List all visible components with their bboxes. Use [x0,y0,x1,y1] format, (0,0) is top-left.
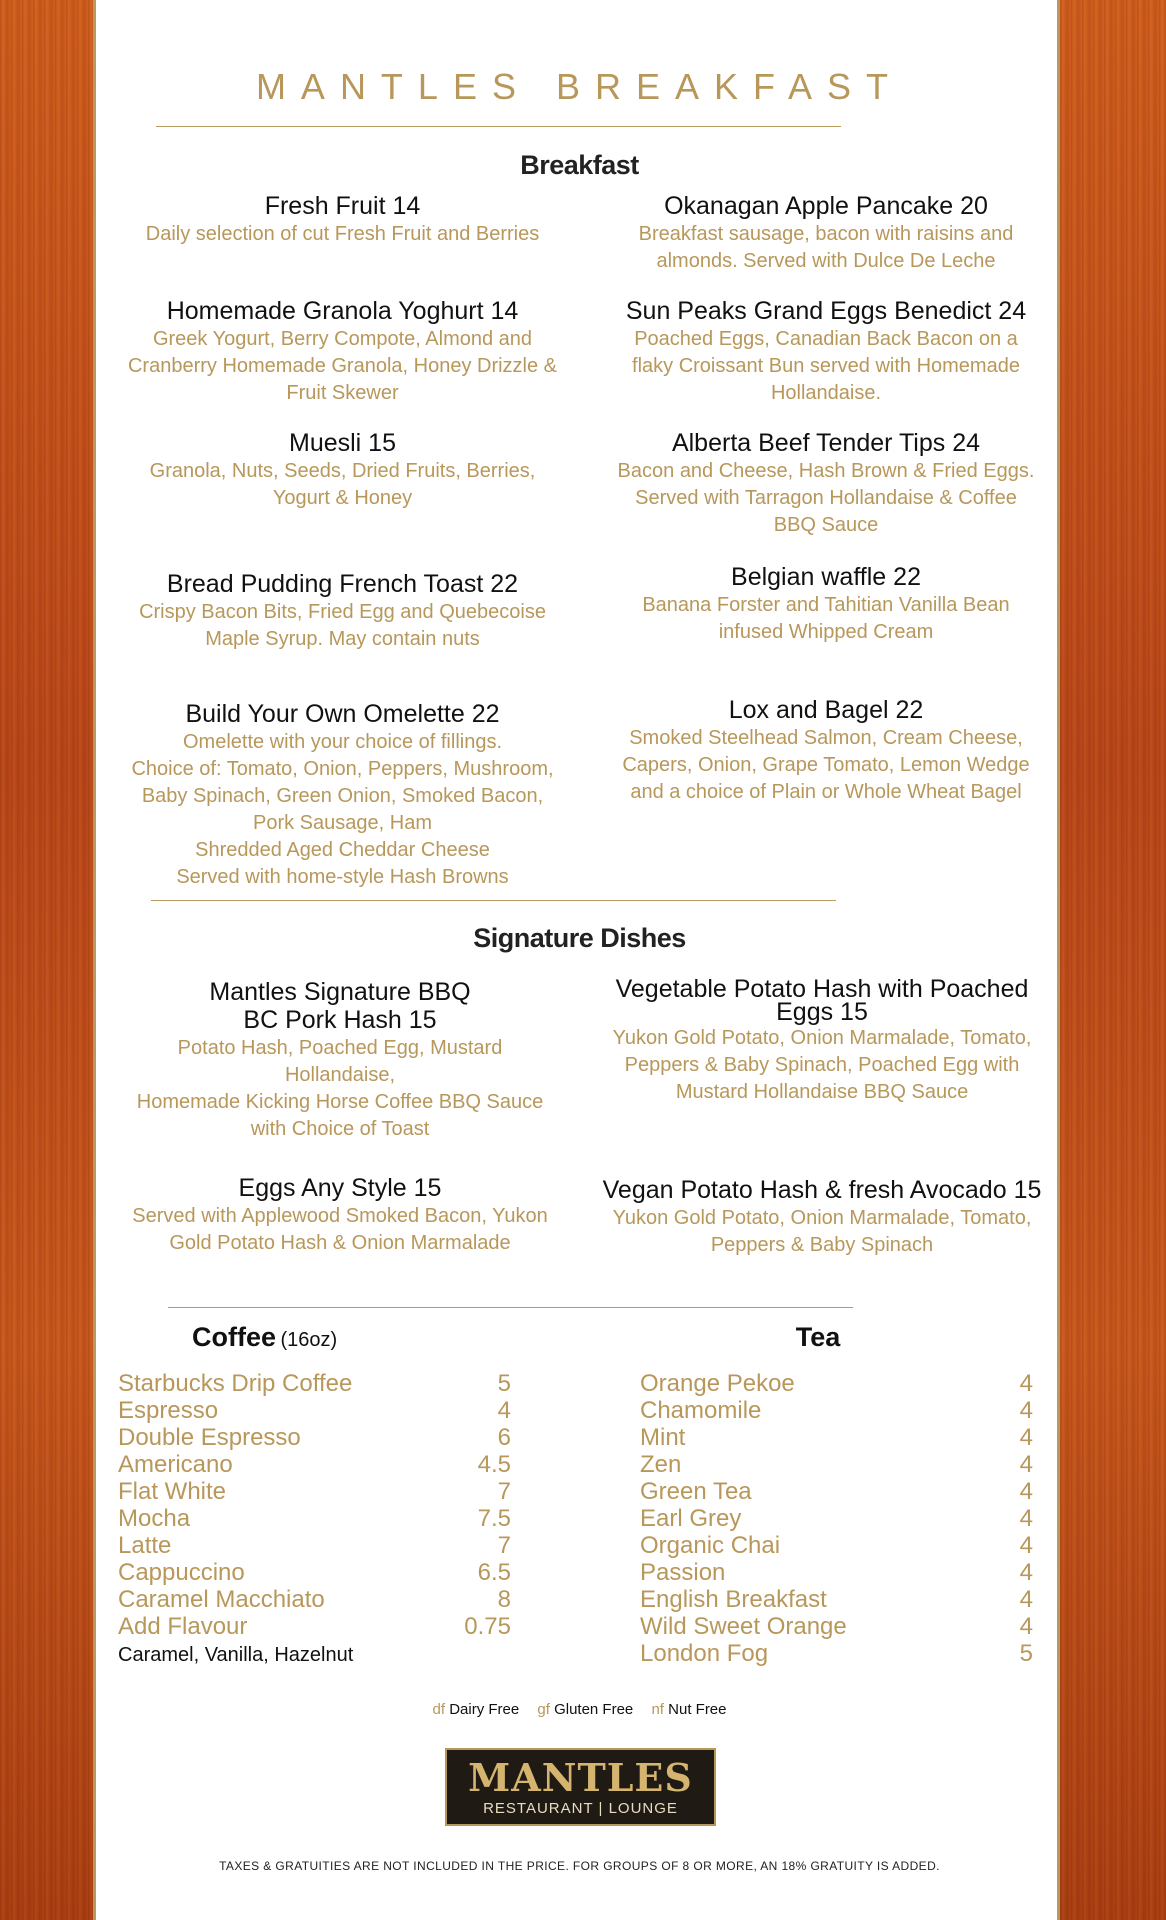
item-description: Omelette with your choice of fillings. Choice of: Tomato, Onion, Peppers, Mushroom, Baby Spinach, Green Onion, Smoked Bacon, Pork Sausage, Ham Shredded Aged Cheddar Cheese Served with home-style Hash Browns [131,731,554,888]
drink-name: Organic Chai [640,1532,781,1559]
footer-note: TAXES & GRATUITIES ARE NOT INCLUDED IN THE PRICE. FOR GROUPS OF 8 OR MORE, AN 18% GRATUITY IS ADDED. [219,1859,940,1873]
coffee-item [118,1586,511,1613]
title-divider [156,126,841,127]
coffee-item [118,1370,511,1397]
item-name: Vegan Potato Hash & fresh Avocado 15 [602,1176,1042,1204]
menu-item [596,429,1056,539]
tea-item [640,1397,1033,1424]
menu-item [100,1174,580,1257]
item-name: Bread Pudding French Toast 22 [166,570,519,598]
coffee-item [118,1478,511,1505]
drink-name: English Breakfast [640,1586,827,1613]
drink-name: Earl Grey [640,1505,742,1532]
item-description: Served with Applewood Smoked Bacon, Yukon Gold Potato Hash & Onion Marmalade [132,1205,548,1254]
item-description: Smoked Steelhead Salmon, Cream Cheese, Capers, Onion, Grape Tomato, Lemon Wedge and a choice of Plain or Whole Wheat Bagel [622,727,1030,803]
drink-price: 7 [497,1532,511,1559]
item-name: Sun Peaks Grand Eggs Benedict 24 [625,297,1027,325]
legend-df: df Dairy Free [432,1701,520,1718]
coffee-heading-wrap [192,1322,432,1353]
drink-name: Double Espresso [118,1424,301,1451]
tea-item [640,1640,1033,1667]
item-description: Greek Yogurt, Berry Compote, Almond and Cranberry Homemade Granola, Honey Drizzle & Fruit Skewer [127,328,558,404]
item-name: Mantles Signature BBQ BC Pork Hash 15 [209,978,471,1034]
item-description: Bacon and Cheese, Hash Brown & Fried Eggs. Served with Tarragon Hollandaise & Coffee BBQ Sauce [617,460,1035,536]
item-description: Yukon Gold Potato, Onion Marmalade, Tomato, Peppers & Baby Spinach [612,1207,1032,1256]
drink-price: 7.5 [477,1505,511,1532]
drink-name: Wild Sweet Orange [640,1613,847,1640]
item-description: Yukon Gold Potato, Onion Marmalade, Tomato, Peppers & Baby Spinach, Poached Egg with Mustard Hollandaise BBQ Sauce [612,1027,1032,1103]
menu-item [100,297,585,407]
coffee-item [118,1397,511,1424]
dietary-legend [96,1701,1063,1718]
tea-item [640,1586,1033,1613]
menu-title: MANTLES BREAKFAST [255,66,904,107]
drink-price: 4 [1019,1451,1033,1478]
wood-border-left [0,0,93,1920]
drink-price: 4 [1019,1559,1033,1586]
drink-name: Mint [640,1424,686,1451]
breakfast-divider [151,900,836,901]
item-description: Poached Eggs, Canadian Back Bacon on a flaky Croissant Bun served with Homemade Hollandaise. [632,328,1020,404]
drink-price: 4 [1019,1613,1033,1640]
coffee-size-note: (16oz) [280,1329,338,1351]
drink-price: 4 [1019,1505,1033,1532]
drink-name: Add Flavour [118,1613,248,1640]
drink-name: Latte [118,1532,172,1559]
menu-item [596,192,1056,275]
menu-item [596,563,1056,646]
item-description: Granola, Nuts, Seeds, Dried Fruits, Berries, Yogurt & Honey [149,460,536,509]
drink-price: 0.75 [464,1613,511,1640]
drink-name: Green Tea [640,1478,752,1505]
drink-name: Espresso [118,1397,219,1424]
menu-item [100,570,585,653]
item-description: Potato Hash, Poached Egg, Mustard Hollandaise, Homemade Kicking Horse Coffee BBQ Sauce with Choice of Toast [136,1037,544,1140]
item-name: Muesli 15 [289,429,396,457]
drink-name: Orange Pekoe [640,1370,795,1397]
item-name: Homemade Granola Yoghurt 14 [166,297,519,325]
breakfast-heading: Breakfast [520,150,639,180]
drink-price: 4 [497,1397,511,1424]
item-name: Okanagan Apple Pancake 20 [664,192,988,220]
drink-price: 6 [497,1424,511,1451]
drink-name: Zen [640,1451,682,1478]
drink-name: Chamomile [640,1397,762,1424]
item-name: Lox and Bagel 22 [728,696,924,724]
tea-item [640,1370,1033,1397]
menu-item [596,297,1056,407]
item-name: Belgian waffle 22 [731,563,921,591]
tea-heading: Tea [795,1322,841,1352]
menu-item [100,978,580,1143]
drink-price: 4 [1019,1397,1033,1424]
coffee-item [118,1532,511,1559]
coffee-item [118,1424,511,1451]
item-description: Breakfast sausage, bacon with raisins and almonds. Served with Dulce De Leche [638,223,1014,272]
tea-item [640,1559,1033,1586]
coffee-item [118,1505,511,1532]
drink-price: 8 [497,1586,511,1613]
item-description: Crispy Bacon Bits, Fried Egg and Quebecoise Maple Syrup. May contain nuts [139,601,546,650]
coffee-item [118,1451,511,1478]
drink-price: 4 [1019,1586,1033,1613]
menu-page [93,0,1060,1920]
coffee-item [118,1613,511,1640]
signature-divider [168,1307,853,1308]
tea-item [640,1424,1033,1451]
item-description: Daily selection of cut Fresh Fruit and Berries [145,223,540,245]
coffee-heading: Coffee [192,1322,277,1352]
tea-item [640,1478,1033,1505]
menu-item [100,700,585,891]
legend-gf: gf Gluten Free [537,1701,634,1718]
logo-tagline: RESTAURANT | LOUNGE [483,1800,678,1817]
item-name: Vegetable Potato Hash with Poached Eggs 15 [615,975,1029,1026]
drink-price: 7 [497,1478,511,1505]
item-name: Fresh Fruit 14 [264,192,421,220]
item-name: Build Your Own Omelette 22 [185,700,500,728]
flavour-options: Caramel, Vanilla, Hazelnut [118,1644,354,1666]
drink-price: 5 [1019,1640,1033,1667]
drink-price: 6.5 [477,1559,511,1586]
drink-price: 4 [1019,1424,1033,1451]
menu-item [596,696,1056,806]
coffee-item [118,1559,511,1586]
menu-item [100,192,585,248]
mantles-logo [445,1748,716,1826]
logo-name: MANTLES [468,1755,693,1800]
menu-item [586,975,1058,1106]
drink-name: Caramel Macchiato [118,1586,325,1613]
drink-price: 4.5 [477,1451,511,1478]
menu-item [586,1176,1058,1259]
tea-item [640,1505,1033,1532]
item-name: Alberta Beef Tender Tips 24 [671,429,981,457]
tea-item [640,1451,1033,1478]
tea-list [640,1370,1033,1667]
drink-price: 4 [1019,1370,1033,1397]
drink-name: Americano [118,1451,233,1478]
item-description: Banana Forster and Tahitian Vanilla Bean infused Whipped Cream [642,594,1010,643]
tea-item [640,1613,1033,1640]
coffee-list [118,1370,511,1667]
tea-item [640,1532,1033,1559]
legend-nf: nf Nut Free [651,1701,727,1718]
drink-name: Starbucks Drip Coffee [118,1370,353,1397]
drink-name: Passion [640,1559,726,1586]
signature-heading: Signature Dishes [473,923,686,953]
drink-price: 4 [1019,1478,1033,1505]
drink-name: Cappuccino [118,1559,245,1586]
drink-name: Mocha [118,1505,191,1532]
wood-border-right [1060,0,1166,1920]
drink-name: Flat White [118,1478,227,1505]
item-name: Eggs Any Style 15 [238,1174,442,1202]
drink-price: 4 [1019,1532,1033,1559]
drink-price: 5 [497,1370,511,1397]
drink-name: London Fog [640,1640,769,1667]
menu-item [100,429,585,512]
